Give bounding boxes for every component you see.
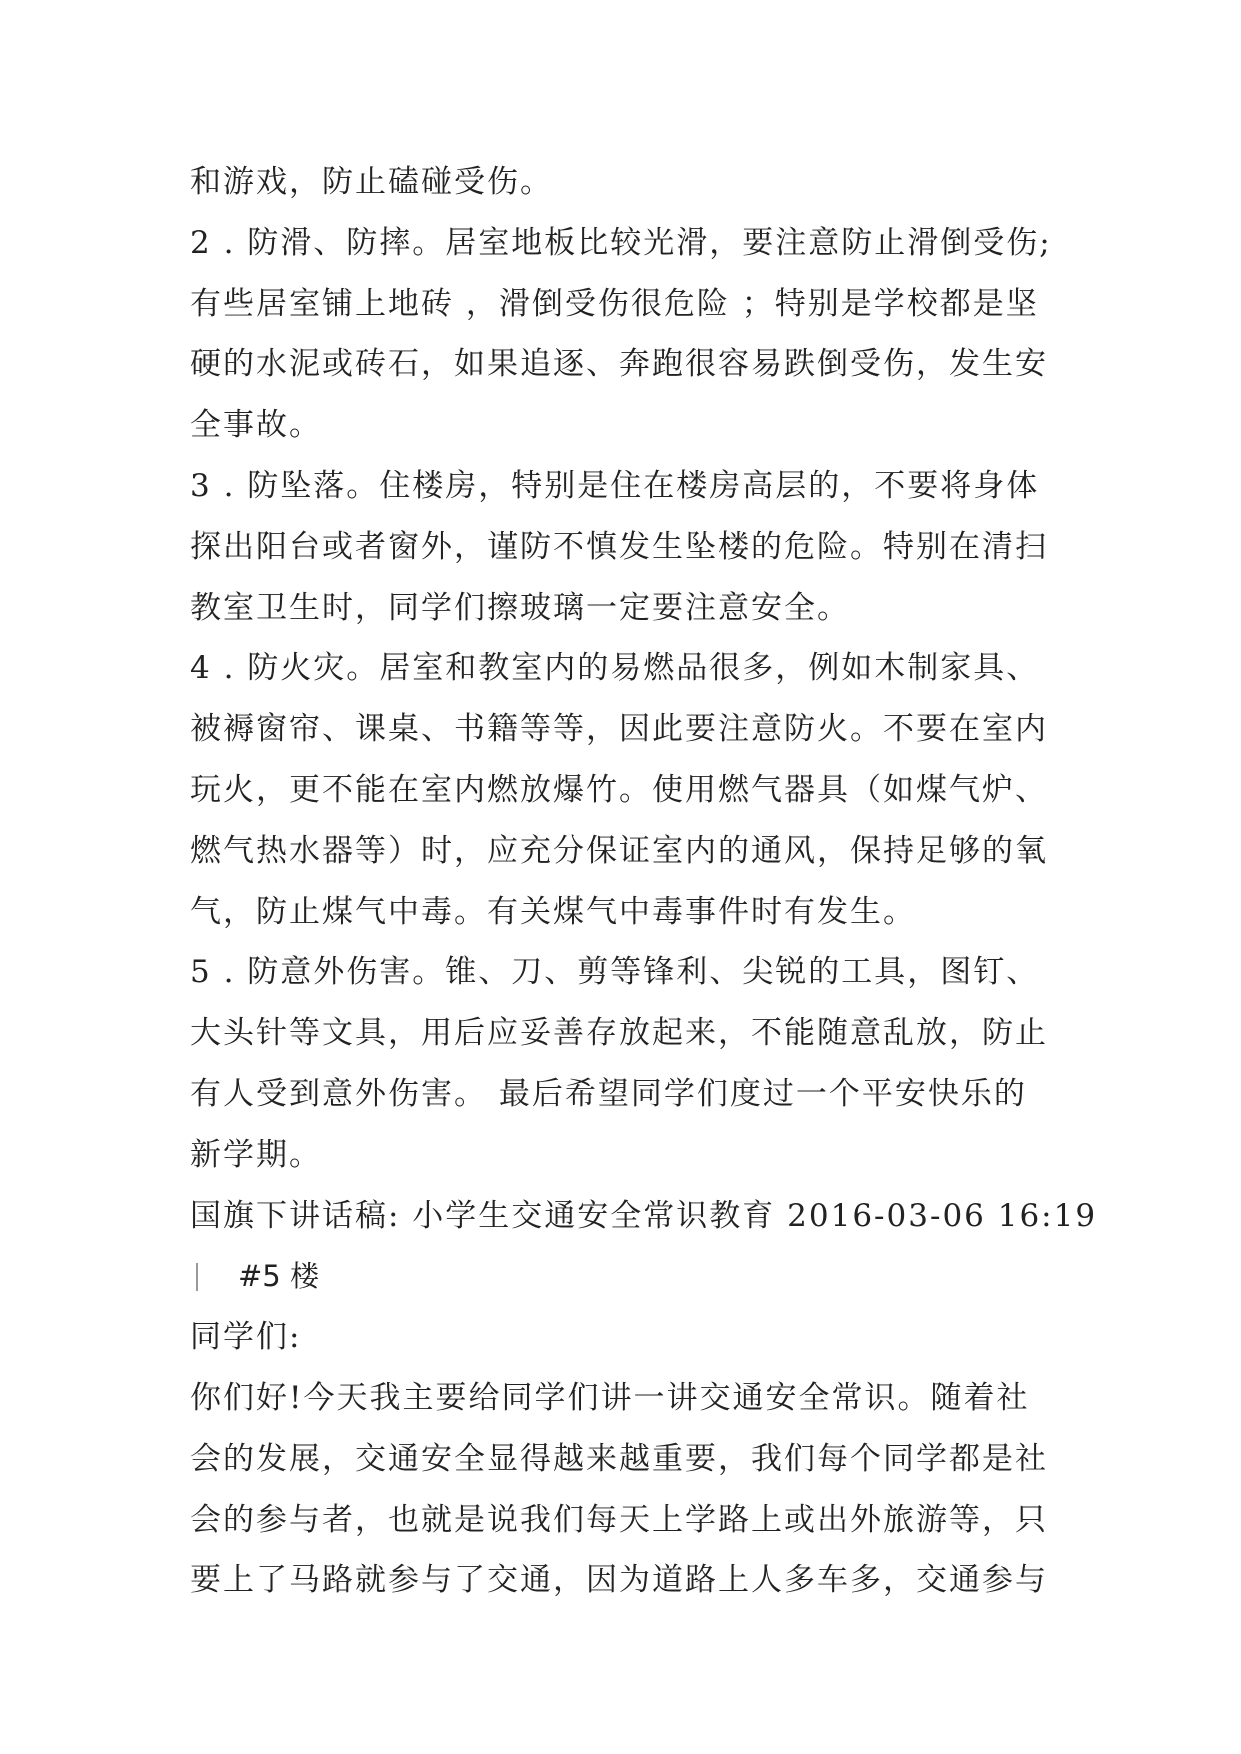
divider-bar xyxy=(196,1263,198,1291)
text-line: 探出阳台或者窗外，谨防不慎发生坠楼的危险。特别在清扫 xyxy=(190,528,1048,565)
text-line: 4 . 防火灾。居室和教室内的易燃品很多，例如木制家具、 xyxy=(190,650,1040,687)
speech-title: 国旗下讲话稿: 小学生交通安全常识教育 2016-03-06 16:19 xyxy=(190,1197,1098,1234)
text-line: 大头针等文具，用后应妥善存放起来，不能随意乱放，防止 xyxy=(190,1015,1048,1052)
text-line: 全事故。 xyxy=(190,407,322,444)
text-line: 要上了马路就参与了交通，因为道路上人多车多，交通参与 xyxy=(190,1562,1048,1599)
text-line: 教室卫生时，同学们擦玻璃一定要注意安全。 xyxy=(190,589,850,626)
post-floor-marker xyxy=(190,1246,1070,1307)
text-line: 玩火，更不能在室内燃放爆竹。使用燃气器具（如煤气炉、 xyxy=(190,771,1048,808)
text-line: 会的发展，交通安全显得越来越重要，我们每个同学都是社 xyxy=(190,1440,1048,1477)
text-line: 3 . 防坠落。住楼房，特别是住在楼房高层的，不要将身体 xyxy=(190,467,1040,504)
text-line: 和游戏，防止磕碰受伤。 xyxy=(190,164,553,200)
text-line: 会的参与者，也就是说我们每天上学路上或出外旅游等，只 xyxy=(190,1501,1048,1538)
text-line: 气，防止煤气中毒。有关煤气中毒事件时有发生。 xyxy=(190,893,916,930)
floor-label: #5 楼 xyxy=(238,1259,319,1294)
text-line: 有些居室铺上地砖 ，滑倒受伤很危险 ；特别是学校都是坚 xyxy=(190,285,1039,322)
text-line: 你们好!今天我主要给同学们讲一讲交通安全常识。随着社 xyxy=(190,1379,1030,1416)
text-line: 被褥窗帘、课桌、书籍等等，因此要注意防火。不要在室内 xyxy=(190,711,1048,748)
text-line: 硬的水泥或砖石，如果追逐、奔跑很容易跌倒受伤，发生安 xyxy=(190,346,1048,383)
text-line: 2 . 防滑、防摔。居室地板比较光滑，要注意防止滑倒受伤; xyxy=(190,224,1052,261)
text-line: 5 . 防意外伤害。锥、刀、剪等锋利、尖锐的工具，图钉、 xyxy=(190,954,1040,991)
document-body xyxy=(190,152,1098,1611)
salutation-line: 同学们: xyxy=(190,1319,302,1356)
text-line: 新学期。 xyxy=(190,1136,322,1173)
text-line: 燃气热水器等）时，应充分保证室内的通风，保持足够的氧 xyxy=(190,832,1048,869)
text-line: 有人受到意外伤害。 最后希望同学们度过一个平安快乐的 xyxy=(190,1075,1027,1112)
